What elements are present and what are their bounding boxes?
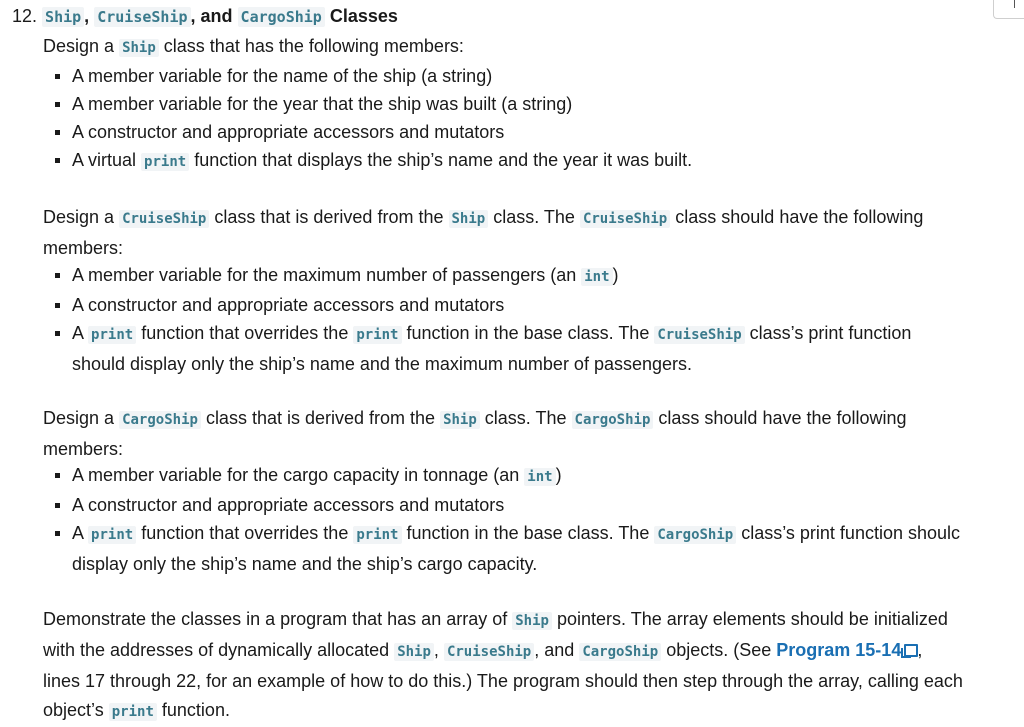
ship-member-list [52, 62, 692, 176]
text: pointers. The array elements should be initialized [556, 609, 948, 629]
text: , and [534, 640, 575, 660]
code-print: print [353, 526, 401, 544]
text: function in the base class. The [406, 323, 650, 343]
list-item: A member variable for the name of the ship (a string) [52, 62, 692, 90]
text: Design a [43, 36, 115, 56]
text: objects. (See [666, 640, 772, 660]
program-link[interactable] [776, 640, 917, 660]
list-item [52, 261, 911, 291]
scroll-tab[interactable] [993, 0, 1024, 19]
list-item [52, 519, 960, 579]
code-cruiseship: CruiseShip [444, 643, 534, 661]
demonstrate-paragraph [43, 605, 1018, 727]
code-cargoship: CargoShip [579, 643, 661, 661]
text: ) [612, 265, 619, 285]
text: function that displays the ship’s name and the year it was built. [194, 150, 693, 170]
text: should display only the ship’s name and the maximum number of passengers. [72, 354, 693, 374]
text: Design a [43, 408, 115, 428]
text: class’s print function [749, 323, 912, 343]
text: A member variable for the cargo capacity in tonnage (an [72, 465, 520, 485]
text: function. [161, 700, 230, 720]
text: with the addresses of dynamically allocated [43, 640, 390, 660]
text: Design a [43, 207, 115, 227]
text: Demonstrate the classes in a program that has an array of [43, 609, 508, 629]
heading-suffix: Classes [329, 6, 398, 26]
problem-heading [12, 6, 398, 27]
text: function that overrides the [141, 323, 349, 343]
code-ship: Ship [394, 643, 434, 661]
text: members: [43, 439, 124, 459]
code-print: print [141, 153, 189, 171]
list-item [52, 146, 692, 176]
code-print: print [109, 703, 157, 721]
problem-number: 12. [12, 6, 38, 26]
code-print: print [88, 526, 136, 544]
cargoship-member-list [52, 461, 960, 579]
code-ship: Ship [449, 210, 489, 228]
ship-intro [43, 32, 1018, 63]
text: class that is derived from the [205, 408, 436, 428]
code-cruiseship: CruiseShip [119, 210, 209, 228]
text: display only the ship’s name and the ship’s cargo capacity. [72, 554, 538, 574]
code-cruiseship: CruiseShip [94, 7, 190, 27]
text: function in the base class. The [406, 523, 650, 543]
code-ship: Ship [42, 7, 84, 27]
cargoship-intro [43, 404, 1018, 464]
code-int: int [524, 468, 555, 486]
text: A member variable for the maximum number of passengers (an [72, 265, 577, 285]
list-item: A constructor and appropriate accessors and mutators [52, 118, 692, 146]
text: A [72, 323, 84, 343]
text: , [917, 640, 923, 660]
text: class. The [484, 408, 567, 428]
text: class’s print function shoulc [741, 523, 961, 543]
code-ship: Ship [512, 612, 552, 630]
cruiseship-member-list [52, 261, 911, 379]
code-cargoship: CargoShip [654, 526, 736, 544]
program-link-label: Program 15-14 [776, 640, 902, 660]
heading-separator: , and [190, 6, 233, 26]
code-cargoship: CargoShip [238, 7, 325, 27]
text: class should have the following [675, 207, 924, 227]
code-ship: Ship [119, 39, 159, 57]
text: class. The [493, 207, 575, 227]
text: members: [43, 238, 124, 258]
heading-separator: , [84, 6, 90, 26]
code-ship: Ship [440, 411, 480, 429]
list-item [52, 461, 960, 491]
text: A virtual [72, 150, 137, 170]
list-item [52, 319, 911, 379]
code-int: int [581, 268, 612, 286]
code-print: print [88, 326, 136, 344]
external-link-icon [903, 644, 917, 657]
cruiseship-intro [43, 203, 1018, 263]
code-cruiseship: CruiseShip [654, 326, 744, 344]
text: lines 17 through 22, for an example of how to do this.) The program should then step through the array, calling each [43, 671, 963, 691]
text: function that overrides the [141, 523, 349, 543]
list-item: A constructor and appropriate accessors and mutators [52, 491, 960, 519]
text: object’s [43, 700, 104, 720]
text: class that has the following members: [163, 36, 464, 56]
text: ) [555, 465, 562, 485]
text: , [433, 640, 439, 660]
code-print: print [353, 326, 401, 344]
code-cruiseship: CruiseShip [580, 210, 670, 228]
code-cargoship: CargoShip [119, 411, 201, 429]
text: class should have the following [658, 408, 907, 428]
list-item: A member variable for the year that the ship was built (a string) [52, 90, 692, 118]
code-cargoship: CargoShip [572, 411, 654, 429]
list-item: A constructor and appropriate accessors and mutators [52, 291, 911, 319]
text: class that is derived from the [214, 207, 444, 227]
text: A [72, 523, 84, 543]
